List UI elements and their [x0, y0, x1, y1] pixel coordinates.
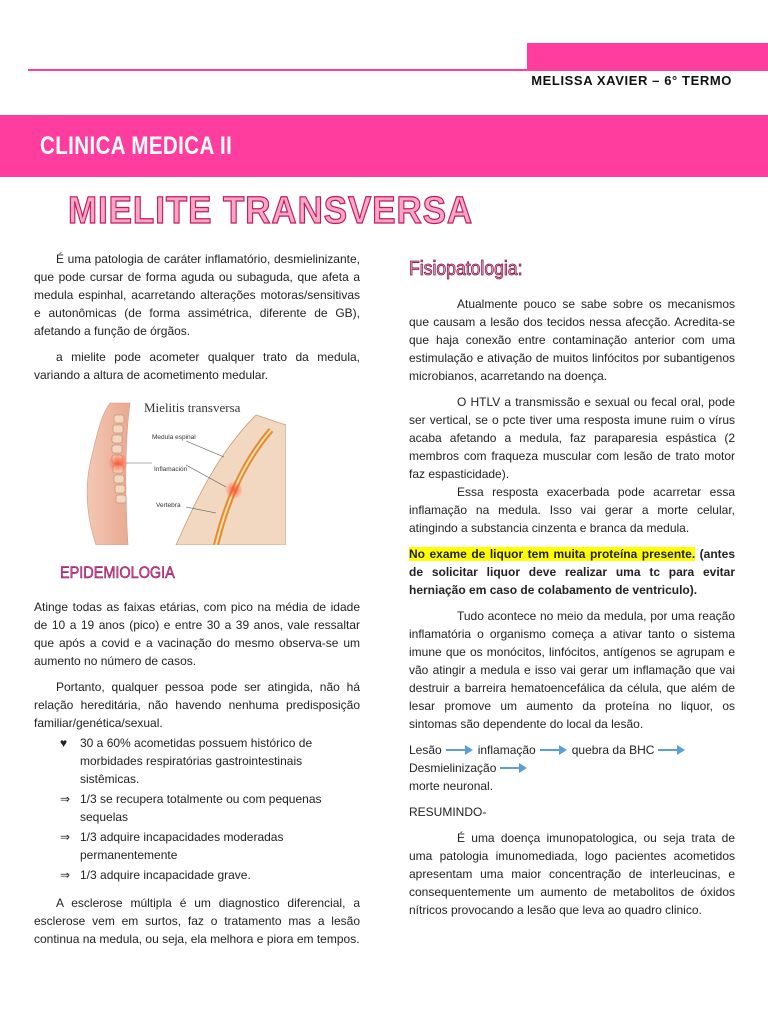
- flow-step: Lesão: [409, 743, 442, 757]
- diagnostico-paragraph: A esclerose múltipla é um diagnostico diferencial, a esclerose vem em surtos, faz o tratamento mas a lesão continua na medula, ou seja, ela melhora e piora em tempos.: [34, 896, 360, 946]
- arrow-right-icon: [540, 745, 568, 755]
- resposta-paragraph: Essa resposta exacerbada pode acarretar essa inflamação na medula. Isso vai gerar a morte celular, atingindo a substancia cinzenta e branca da medula.: [409, 485, 735, 535]
- epidemiologia-heading: EPIDEMIOLOGIA: [60, 563, 175, 582]
- course-title: CLINICA MEDICA II: [40, 132, 233, 160]
- left-column-lower: [34, 598, 360, 956]
- flow-step: morte neuronal.: [409, 779, 494, 793]
- liquor-highlight: No exame de liquor tem muita proteína presente.: [409, 547, 696, 561]
- flow-step: Desmielinização: [409, 761, 497, 775]
- double-arrow-icon: ⇒: [60, 868, 71, 882]
- epi-paragraph-2: Portanto, qualquer pessoa pode ser atingida, não há relação hereditária, não havendo nenhuma predisposição familiar/genética/sexual.: [34, 680, 360, 730]
- intro-paragraph: É uma patologia de caráter inflamatório, desmielinizante, que pode cursar de forma aguda ou subaguda, que afeta a medula espinhal, acarretando alterações motoras/sensitivas e autonômicas (de forma assimétrica, diferente de GB), afetando a função de órgãos.: [34, 252, 360, 338]
- header-rule: [28, 69, 768, 71]
- list-item: ♥ 30 a 60% acometidas possuem histórico de morbidades respiratórias gastrointestinais sistêmicas.: [60, 736, 313, 786]
- double-arrow-icon: ⇒: [60, 792, 71, 806]
- arrow-right-icon: [658, 745, 686, 755]
- figure-label-vertebra: Vertebra: [156, 502, 181, 509]
- arrow-right-icon: [446, 745, 474, 755]
- epi-paragraph-1: Atinge todas as faixas etárias, com pico na média de idade de 10 a 19 anos (pico) e entre 30 a 39 anos, vale ressaltar que após a covid e a vacinação do mesmo observa-se um aumento no número de casos.: [34, 600, 360, 668]
- fisio-paragraph-1: Atualmente pouco se sabe sobre os mecanismos que causam a lesão dos tecidos nessa afecção. Acredita-se que haja conexão entre contaminação anterior com uma estimulação e ativação de muitos linfócitos por subantigenos microbianos, acarretando na doença.: [409, 297, 735, 383]
- resumo-paragraph: É uma doença imunopatologica, ou seja trata de uma patologia imunomediada, logo pacientes acometidos apresentam uma maior concentração de interleucinas, e consequentemente um aumento de metabolitos de óxidos nítricos provocando a lesão que leva ao quadro clinico.: [409, 831, 735, 917]
- pathway-flow: [409, 741, 735, 795]
- page-title: MIELITE TRANSVERSA: [68, 190, 474, 232]
- flow-step: inflamação: [477, 743, 536, 757]
- list-item: ⇒ 1/3 adquire incapacidade grave.: [60, 868, 251, 882]
- right-column: [409, 295, 735, 927]
- liquor-paragraph: No exame de liquor tem muita proteína presente. (antes de solicitar liquor deve realizar uma tc para evitar herniação em caso de colabamento de ventriculo).: [409, 547, 735, 597]
- author-label: MELISSA XAVIER – 6° TERMO: [531, 73, 732, 88]
- figure-label-inflamacion: Inflamación: [154, 466, 188, 473]
- resumindo-label: RESUMINDO-: [409, 805, 487, 819]
- bullet-list: [34, 734, 360, 884]
- mielitis-illustration: [66, 395, 286, 545]
- fisiopatologia-heading: Fisiopatologia:: [409, 258, 523, 280]
- figure-label-medula: Medula espinal: [152, 434, 196, 441]
- htlv-paragraph: O HTLV a transmissão e sexual ou fecal oral, pode ser vertical, se o pcte tiver uma resposta imune ruim o vírus acaba afetando a medula, faz paraparesia espástica (2 membros com fraqueza muscular com lesão de trato motor faz espasticidade).: [409, 395, 735, 481]
- header-accent-bar: [527, 43, 768, 69]
- arrow-right-icon: [500, 763, 528, 773]
- figure-title: Mielitis transversa: [144, 400, 241, 415]
- flow-step: quebra da BHC: [571, 743, 655, 757]
- list-item: ⇒ 1/3 se recupera totalmente ou com pequenas sequelas: [60, 792, 322, 824]
- double-arrow-icon: ⇒: [60, 830, 71, 844]
- meio-medula-paragraph: Tudo acontece no meio da medula, por uma reação inflamatória o organismo começa a ativar tanto o sistema imune que os monócitos, linfócitos, antígenos se agrupam e vão atingir a medula e isso vai gerar um inflamação que vai destruir a barreira hematoencefálica da célula, que além de lesar promove um aumento da proteína no liquor, os sintomas são dependente do local da lesão.: [409, 609, 735, 731]
- trato-paragraph: a mielite pode acometer qualquer trato da medula, variando a altura de acometimento medular.: [34, 350, 360, 382]
- heart-icon: ♥: [60, 736, 68, 750]
- list-item: ⇒ 1/3 adquire incapacidades moderadas permanentemente: [60, 830, 284, 862]
- left-column: [34, 250, 360, 392]
